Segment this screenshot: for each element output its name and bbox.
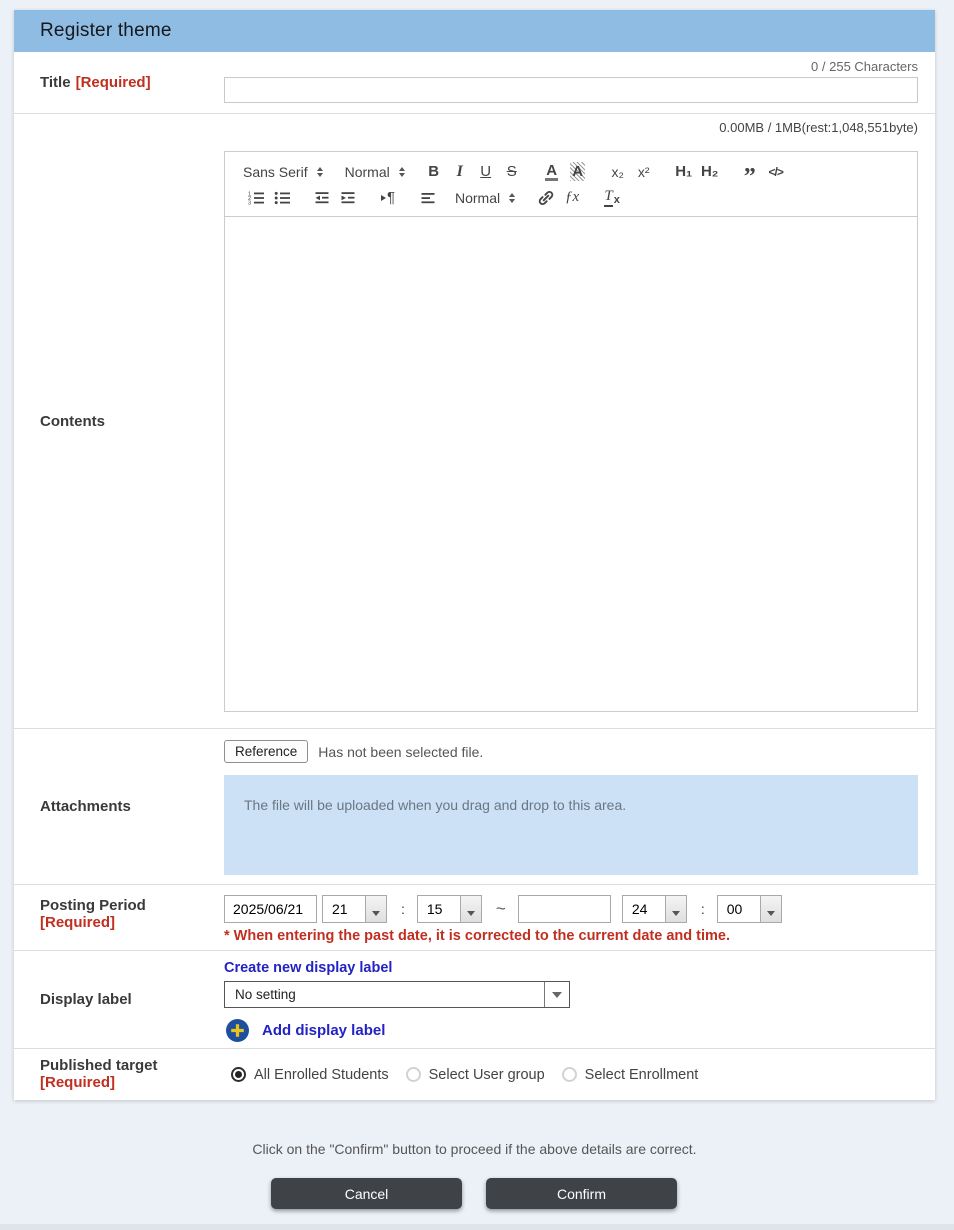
start-hour-input[interactable] bbox=[322, 895, 365, 923]
text-color-icon[interactable] bbox=[539, 160, 565, 184]
page-title: Register theme bbox=[40, 20, 172, 41]
text-color-glyph: A bbox=[546, 161, 558, 179]
ordered-list-icon[interactable] bbox=[243, 186, 269, 210]
posting-content-cell bbox=[224, 885, 935, 950]
radio-label: Select User group bbox=[428, 1066, 545, 1083]
add-display-label-line bbox=[224, 1019, 918, 1042]
clean-format-icon[interactable] bbox=[599, 186, 625, 210]
size-picker[interactable] bbox=[345, 160, 405, 184]
picker-arrows-icon bbox=[317, 167, 323, 177]
register-theme-form bbox=[14, 10, 935, 1100]
published-target-options bbox=[224, 1049, 918, 1100]
direction-arrow-glyph bbox=[381, 195, 386, 201]
size-picker-value: Normal bbox=[344, 163, 390, 180]
contents-content-cell bbox=[224, 114, 935, 728]
posting-period-row bbox=[14, 884, 935, 950]
published-target-row bbox=[14, 1048, 935, 1100]
chevron-down-icon bbox=[767, 911, 775, 916]
posting-period-label: Posting Period bbox=[40, 897, 146, 914]
range-separator: ~ bbox=[495, 899, 506, 918]
published-content-cell bbox=[224, 1049, 935, 1100]
posting-required-badge: [Required] bbox=[40, 914, 115, 931]
file-select-line bbox=[224, 729, 918, 763]
confirm-instruction-text: Click on the "Confirm" button to proceed if the above details are correct. bbox=[252, 1141, 697, 1157]
title-row bbox=[14, 52, 935, 113]
svg-text:2: 2 bbox=[248, 195, 252, 202]
confirm-button[interactable]: Confirm bbox=[486, 1178, 677, 1209]
page-bottom-strip bbox=[0, 1224, 954, 1230]
svg-text:1: 1 bbox=[248, 190, 252, 197]
past-date-warning: * When entering the past date, it is corrected to the current date and time. bbox=[224, 928, 730, 944]
end-minute-combo bbox=[717, 895, 782, 923]
create-display-label-link[interactable]: Create new display label bbox=[224, 960, 393, 976]
bold-icon[interactable]: B bbox=[421, 160, 447, 184]
svg-text:3: 3 bbox=[248, 200, 252, 207]
posting-label-cell bbox=[14, 885, 224, 950]
clean-t-glyph: T bbox=[604, 188, 612, 207]
indent-icon[interactable] bbox=[335, 186, 361, 210]
display-label-cell bbox=[14, 951, 224, 1048]
dropzone-text: The file will be uploaded when you drag and drop to this area. bbox=[244, 797, 627, 813]
formula-icon[interactable]: ƒx bbox=[559, 186, 585, 210]
radio-label: All Enrolled Students bbox=[254, 1066, 389, 1083]
posting-inputs-line bbox=[224, 885, 918, 923]
contents-label: Contents bbox=[40, 412, 105, 430]
end-hour-input[interactable] bbox=[622, 895, 665, 923]
plus-circle-icon[interactable] bbox=[226, 1019, 249, 1042]
title-input[interactable] bbox=[224, 77, 918, 103]
toolbar-row-2 bbox=[243, 185, 907, 210]
chevron-down-icon bbox=[672, 911, 680, 916]
font-picker[interactable] bbox=[243, 160, 323, 184]
clean-x-glyph: x bbox=[613, 193, 620, 206]
start-hour-dropdown-button[interactable] bbox=[365, 895, 387, 923]
cancel-button[interactable]: Cancel bbox=[271, 1178, 462, 1209]
radio-all-enrolled-students[interactable] bbox=[231, 1067, 389, 1083]
header-1-icon[interactable]: H₁ bbox=[671, 160, 697, 184]
title-label-cell bbox=[14, 52, 224, 113]
toolbar-row-1 bbox=[243, 159, 907, 190]
editor-toolbar bbox=[225, 152, 917, 217]
header-2-icon[interactable]: H₂ bbox=[697, 160, 723, 184]
subscript-icon[interactable]: x₂ bbox=[605, 160, 631, 184]
attachments-row bbox=[14, 728, 935, 884]
reference-button[interactable]: Reference bbox=[224, 740, 308, 763]
line-height-picker-value: Normal bbox=[455, 189, 501, 206]
display-label-label: Display label bbox=[40, 991, 132, 1008]
attachments-content-cell bbox=[224, 729, 935, 884]
end-hour-dropdown-button[interactable] bbox=[665, 895, 687, 923]
strikethrough-icon[interactable]: S bbox=[499, 160, 525, 184]
italic-icon[interactable]: I bbox=[447, 160, 473, 184]
contents-label-cell bbox=[14, 114, 224, 728]
attachments-label: Attachments bbox=[40, 798, 131, 815]
published-required-badge: [Required] bbox=[40, 1074, 115, 1091]
radio-unselected-icon bbox=[406, 1067, 421, 1082]
title-label: Title bbox=[40, 74, 71, 91]
chevron-down-icon bbox=[552, 992, 562, 998]
superscript-icon[interactable]: x² bbox=[631, 160, 657, 184]
end-minute-input[interactable] bbox=[717, 895, 760, 923]
background-color-glyph: A bbox=[572, 163, 584, 180]
picker-arrows-icon bbox=[509, 193, 515, 203]
font-picker-value: Sans Serif bbox=[243, 163, 308, 180]
radio-select-user-group[interactable] bbox=[406, 1067, 545, 1083]
start-date-input[interactable] bbox=[224, 895, 317, 923]
published-target-label: Published target bbox=[40, 1057, 158, 1074]
bullet-list-icon[interactable] bbox=[269, 186, 295, 210]
outdent-icon[interactable] bbox=[309, 186, 335, 210]
title-content-cell bbox=[224, 52, 935, 113]
no-file-text: Has not been selected file. bbox=[318, 743, 484, 760]
underline-icon[interactable]: U bbox=[473, 160, 499, 184]
attachments-label-cell bbox=[14, 729, 224, 884]
end-minute-dropdown-button[interactable] bbox=[760, 895, 782, 923]
blockquote-icon[interactable]: ” bbox=[737, 160, 763, 184]
title-required-badge: [Required] bbox=[75, 74, 151, 91]
radio-unselected-icon bbox=[562, 1067, 577, 1082]
line-height-picker[interactable] bbox=[455, 186, 515, 210]
display-label-select[interactable] bbox=[224, 981, 570, 1008]
rich-text-editor-content[interactable] bbox=[225, 217, 917, 711]
start-minute-input[interactable] bbox=[417, 895, 460, 923]
end-hour-combo bbox=[622, 895, 687, 923]
chevron-down-icon bbox=[372, 911, 380, 916]
text-direction-icon[interactable] bbox=[375, 186, 401, 210]
display-content-cell bbox=[224, 951, 935, 1048]
align-icon[interactable] bbox=[415, 186, 441, 210]
code-block-icon[interactable]: </> bbox=[763, 160, 789, 184]
display-label-select-button[interactable] bbox=[544, 982, 569, 1007]
time-separator: : bbox=[700, 901, 705, 917]
radio-selected-icon bbox=[231, 1067, 246, 1082]
contents-row bbox=[14, 113, 935, 728]
display-label-row bbox=[14, 950, 935, 1048]
title-char-counter: 0 / 255 Characters bbox=[811, 59, 918, 74]
time-separator: : bbox=[401, 901, 405, 917]
radio-select-enrollment[interactable] bbox=[562, 1067, 699, 1083]
page-title-bar bbox=[14, 10, 935, 52]
picker-arrows-icon bbox=[399, 167, 405, 177]
contents-size-counter: 0.00MB / 1MB(rest:1,048,551byte) bbox=[719, 120, 918, 135]
add-display-label-link[interactable]: Add display label bbox=[262, 1022, 386, 1039]
end-date-input[interactable] bbox=[518, 895, 611, 923]
start-minute-dropdown-button[interactable] bbox=[460, 895, 482, 923]
display-label-select-value: No setting bbox=[235, 987, 296, 1002]
chevron-down-icon bbox=[467, 911, 475, 916]
rich-text-editor bbox=[224, 151, 918, 712]
published-label-cell bbox=[14, 1049, 224, 1100]
start-minute-combo bbox=[417, 895, 482, 923]
file-dropzone[interactable] bbox=[224, 775, 918, 875]
pilcrow-glyph: ¶ bbox=[386, 189, 396, 206]
link-icon[interactable] bbox=[533, 186, 559, 210]
radio-label: Select Enrollment bbox=[584, 1066, 699, 1083]
start-hour-combo bbox=[322, 895, 387, 923]
background-color-icon[interactable] bbox=[565, 160, 591, 184]
